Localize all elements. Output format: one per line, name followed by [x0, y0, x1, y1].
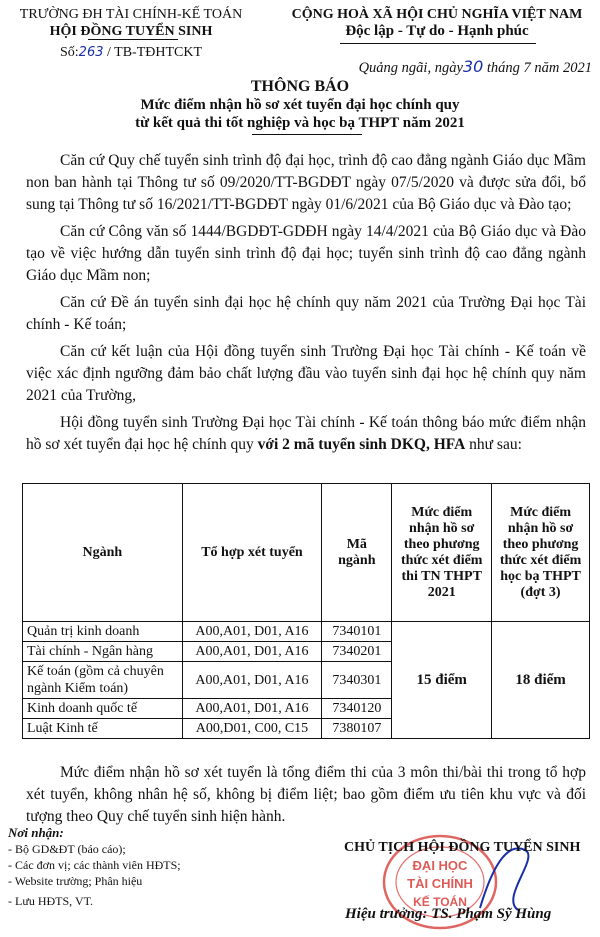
header-score-hocba: Mức điểm nhận hồ sơ theo phương thức xét điểm học bạ THPT (đợt 3) [492, 484, 590, 622]
date-day-handwritten: 30 [462, 57, 484, 76]
doc-number-suffix: / TB-TĐHTCKT [107, 45, 203, 60]
cell-ma: 7340120 [322, 699, 392, 719]
paragraph-closing: Mức điểm nhận hồ sơ xét tuyển là tổng điểm thi của 3 môn thi/bài thi trong tổ hợp xét tuyển, không nhân hệ số, không bị điểm liệt; bao gồm điểm ưu tiên khu vực và đối tượng theo Quy chế tuyển sinh hiện hành. [26, 764, 586, 825]
header-tohop: Tổ hợp xét tuyển [182, 484, 322, 622]
body-text [26, 150, 586, 456]
council-name: HỘI ĐỒNG TUYỂN SINH [49, 24, 213, 39]
cell-ma: 7380107 [322, 719, 392, 739]
recipients-block [8, 825, 268, 909]
doc-number-handwritten: 263 [78, 45, 104, 60]
motto: Độc lập - Tự do - Hạnh phúc [345, 23, 529, 39]
title-underline [252, 134, 362, 135]
issuer-underline [88, 39, 178, 40]
cell-tohop: A00,A01, D01, A16 [182, 699, 322, 719]
cell-ma: 7340101 [322, 622, 392, 642]
recipient-item: - Lưu HĐTS, VT. [8, 894, 94, 908]
motto-underline [340, 43, 536, 44]
paragraph-legal-basis-2: Căn cứ Công văn số 1444/BGDĐT-GDĐH ngày 14/4/2021 của Bộ Giáo dục và Đào tạo về việc hướng dẫn tuyển sinh trình độ đại học; tuyển sinh trình độ cao đẳng ngành Giáo dục Mầm non; [26, 223, 586, 284]
table-row [23, 622, 590, 642]
announcement-text: Hội đồng tuyển sinh Trường Đại học Tài chính - Kế toán thông báo mức điểm nhận hồ sơ xét tuyển đại học hệ chính quy [26, 414, 586, 453]
cell-nganh: Luật Kinh tế [23, 719, 183, 739]
stamp-line-1: ĐẠI HỌC [412, 858, 468, 873]
cell-score-thpt: 15 điểm [392, 622, 492, 739]
recipient-item: - Bộ GD&ĐT (báo cáo); [8, 842, 126, 856]
notice-title: THÔNG BÁO [250, 78, 350, 95]
doc-number [6, 44, 256, 61]
paragraph-announcement [26, 412, 586, 456]
stamp-line-3: KẾ TOÁN [413, 895, 467, 909]
cell-nganh: Kinh doanh quốc tế [23, 699, 183, 719]
score-table [22, 483, 590, 739]
header-score-thpt: Mức điểm nhận hồ sơ theo phương thức xét điểm thi TN THPT 2021 [392, 484, 492, 622]
table-header-row [23, 484, 590, 622]
recipient-item: - Website trường; Phân hiệu [8, 874, 143, 888]
paragraph-legal-basis-4: Căn cứ kết luận của Hội đồng tuyển sinh Trường Đại học Tài chính - Kế toán về việc xác định ngưỡng đảm bảo chất lượng đầu vào tuyển sinh đại học hệ chính quy năm 2021 của Trường, [26, 343, 586, 404]
university-name: TRƯỜNG ĐH TÀI CHÍNH-KẾ TOÁN [19, 7, 243, 22]
recipients-title: Nơi nhận: [8, 825, 64, 840]
cell-tohop: A00,A01, D01, A16 [182, 642, 322, 662]
notice-subtitle-1: Mức điểm nhận hồ sơ xét tuyển đại học chính quy [140, 97, 460, 113]
stamp-line-2: TÀI CHÍNH [407, 876, 473, 891]
cell-tohop: A00,D01, C00, C15 [182, 719, 322, 739]
recipient-item: - Các đơn vị; các thành viên HĐTS; [8, 858, 181, 872]
cell-nganh: Tài chính - Ngân hàng [23, 642, 183, 662]
place-date-suffix: tháng 7 năm 2021 [486, 60, 592, 76]
paragraph-legal-basis-1: Căn cứ Quy chế tuyển sinh trình độ đại học, trình độ cao đẳng ngành Giáo dục Mầm non ban hành tại Thông tư số 09/2020/TT-BGDĐT ngày 07/5/2020 và được sửa đổi, bổ sung tại Thông tư số 16/2021/TT-BGDĐT ngày 01/6/2021 của Bộ Giáo dục và Đào tạo; [26, 152, 586, 213]
place-date [300, 57, 592, 77]
country-name: CỘNG HOÀ XÃ HỘI CHỦ NGHĨA VIỆT NAM [291, 7, 583, 22]
cell-nganh: Quản trị kinh doanh [23, 622, 183, 642]
header-ma-nganh: Mã ngành [322, 484, 392, 622]
cell-nganh: Kế toán (gồm cả chuyên ngành Kiểm toán) [23, 662, 183, 699]
place-date-prefix: Quảng ngãi, ngày [358, 60, 463, 76]
issuer-block [6, 6, 256, 61]
cell-ma: 7340201 [322, 642, 392, 662]
announcement-tail: như sau: [465, 436, 522, 453]
closing-text [26, 762, 586, 828]
header-nganh: Ngành [23, 484, 183, 622]
signer-name: Hiệu trưởng: TS. Phạm Sỹ Hùng [345, 906, 552, 922]
cell-tohop: A00,A01, D01, A16 [182, 662, 322, 699]
cell-score-hocba: 18 điểm [492, 622, 590, 739]
notice-subtitle-2: từ kết quả thi tốt nghiệp và học bạ THPT năm 2021 [135, 115, 465, 131]
national-motto-block [282, 6, 592, 40]
cell-tohop: A00,A01, D01, A16 [182, 622, 322, 642]
cell-ma: 7340301 [322, 662, 392, 699]
signer-role: CHỦ TỊCH HỘI ĐỒNG TUYỂN SINH [344, 840, 581, 855]
announcement-codes: với 2 mã tuyển sinh DKQ, HFA [257, 436, 466, 453]
doc-number-label: Số: [59, 45, 79, 60]
paragraph-legal-basis-3: Căn cứ Đề án tuyển sinh đại học hệ chính quy năm 2021 của Trường Đại học Tài chính - Kế toán; [26, 294, 586, 333]
notice-title-block [0, 78, 600, 132]
